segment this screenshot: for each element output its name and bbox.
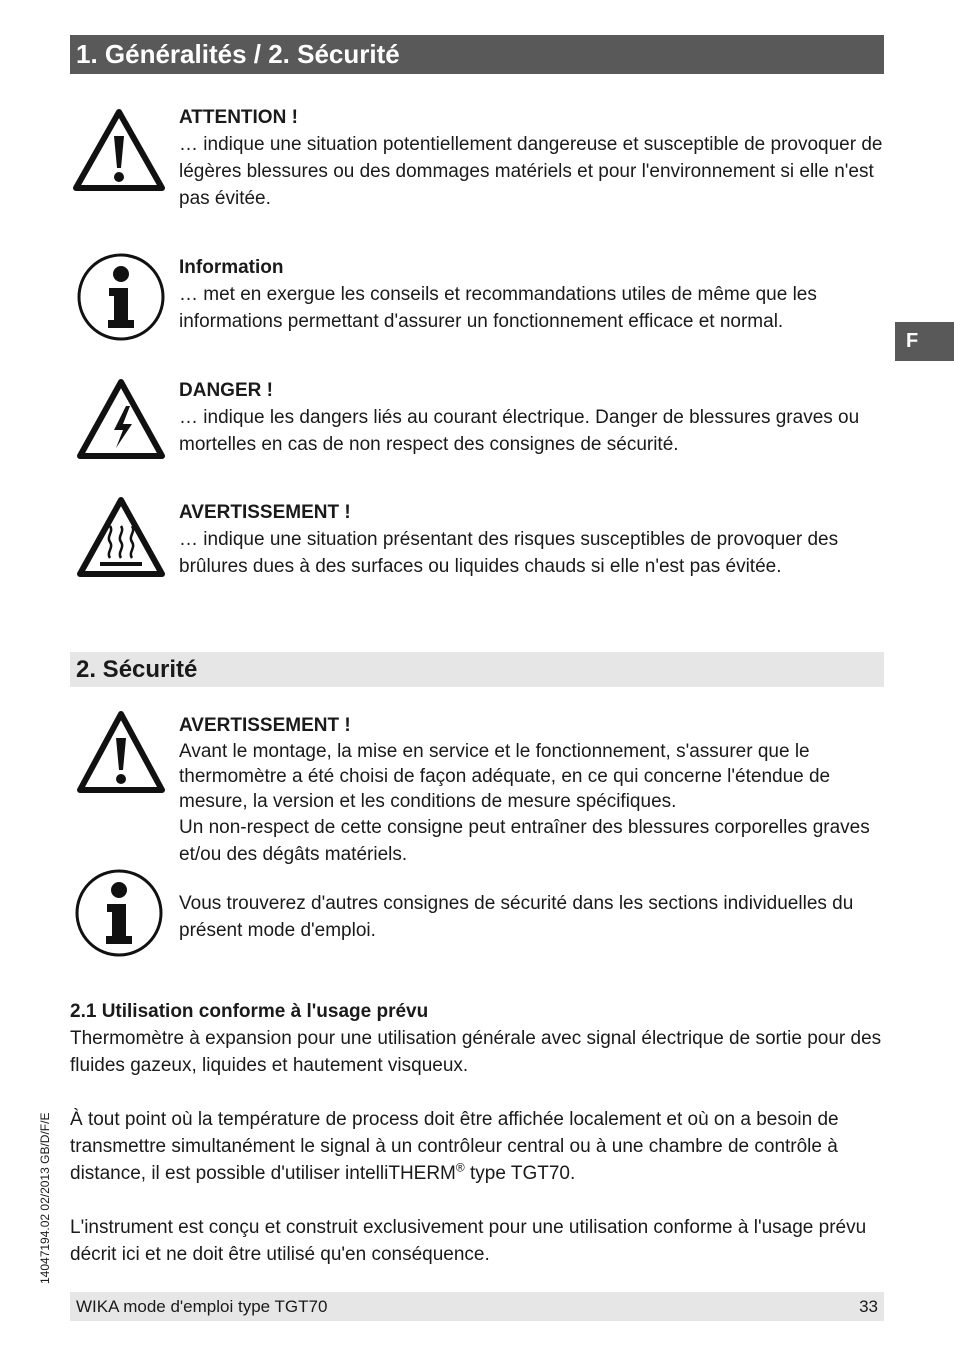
notice-attention bbox=[179, 104, 884, 212]
notice-text: … indique les dangers liés au courant électrique. Danger de blessures graves ou mortelles en cas de non respect des consignes de sécurité. bbox=[179, 407, 860, 455]
page-number: 33 bbox=[859, 1297, 878, 1316]
information-icon bbox=[74, 868, 164, 963]
language-tab[interactable]: F bbox=[895, 322, 954, 361]
paragraph: Thermomètre à expansion pour une utilisation générale avec signal électrique de sortie pour des fluides gazeux, liquides et hautement visqueux. bbox=[70, 1028, 882, 1076]
paragraph: L'instrument est conçu et construit exclusivement pour une utilisation conforme à l'usage prévu décrit ici et ne doit être utilisé qu'en conséquence. bbox=[70, 1217, 867, 1265]
notice-title: DANGER ! bbox=[179, 380, 273, 401]
page-title: 1. Généralités / 2. Sécurité bbox=[70, 35, 884, 74]
warning-text: Avant le montage, la mise en service et le fonctionnement, s'assurer que le thermomètre a été choisi de façon adéquate, en ce qui concerne l'étendue de mesure, la version et les conditions de mesure spécifiques. bbox=[179, 741, 831, 812]
subsection-title: 2.1 Utilisation conforme à l'usage prévu bbox=[70, 1001, 429, 1022]
notice-text: … indique une situation présentant des risques susceptibles de provoquer des brûlures dues à des surfaces ou liquides chauds si elle n'est pas évitée. bbox=[179, 529, 839, 577]
safety-info bbox=[179, 890, 884, 944]
info-text: Vous trouverez d'autres consignes de sécurité dans les sections individuelles du présent mode d'emploi. bbox=[179, 893, 854, 941]
notice-title: AVERTISSEMENT ! bbox=[179, 502, 351, 523]
warning-triangle-icon bbox=[72, 108, 166, 197]
safety-warning bbox=[179, 712, 884, 868]
notice-title: ATTENTION ! bbox=[179, 107, 298, 128]
warning-title: AVERTISSEMENT ! bbox=[179, 715, 351, 736]
document-code: 14047194.02 02/2013 GB/D/F/E bbox=[38, 1112, 52, 1284]
subsection-intended-use bbox=[70, 998, 890, 1295]
notice-hot-surface bbox=[179, 499, 884, 580]
page-footer bbox=[70, 1292, 884, 1321]
section-title: 2. Sécurité bbox=[70, 652, 884, 687]
warning-consequence: Un non-respect de cette consigne peut entraîner des blessures corporelles graves et/ou des dégâts matériels. bbox=[179, 817, 870, 865]
information-icon bbox=[76, 252, 166, 347]
notice-title: Information bbox=[179, 257, 284, 278]
notice-danger bbox=[179, 377, 884, 458]
paragraph: À tout point où la température de process doit être affichée localement et où on a besoin de transmettre simultanément le signal à un contrôleur central ou à une chambre de contrôle à distance, il est possible d'utiliser intelliTHERM® type TGT70. bbox=[70, 1109, 839, 1184]
footer-title: WIKA mode d'emploi type TGT70 bbox=[76, 1297, 328, 1316]
electric-hazard-icon bbox=[76, 378, 166, 465]
notice-text: … indique une situation potentiellement dangereuse et susceptible de provoquer de légères blessures ou des dommages matériels et pour l'environnement si elle n'est pas évitée. bbox=[179, 134, 883, 209]
notice-text: … met en exergue les conseils et recommandations utiles de même que les informations permettant d'assurer un fonctionnement efficace et normal. bbox=[179, 284, 817, 332]
hot-surface-icon bbox=[76, 496, 166, 583]
warning-triangle-icon bbox=[76, 710, 166, 799]
notice-information bbox=[179, 254, 884, 335]
